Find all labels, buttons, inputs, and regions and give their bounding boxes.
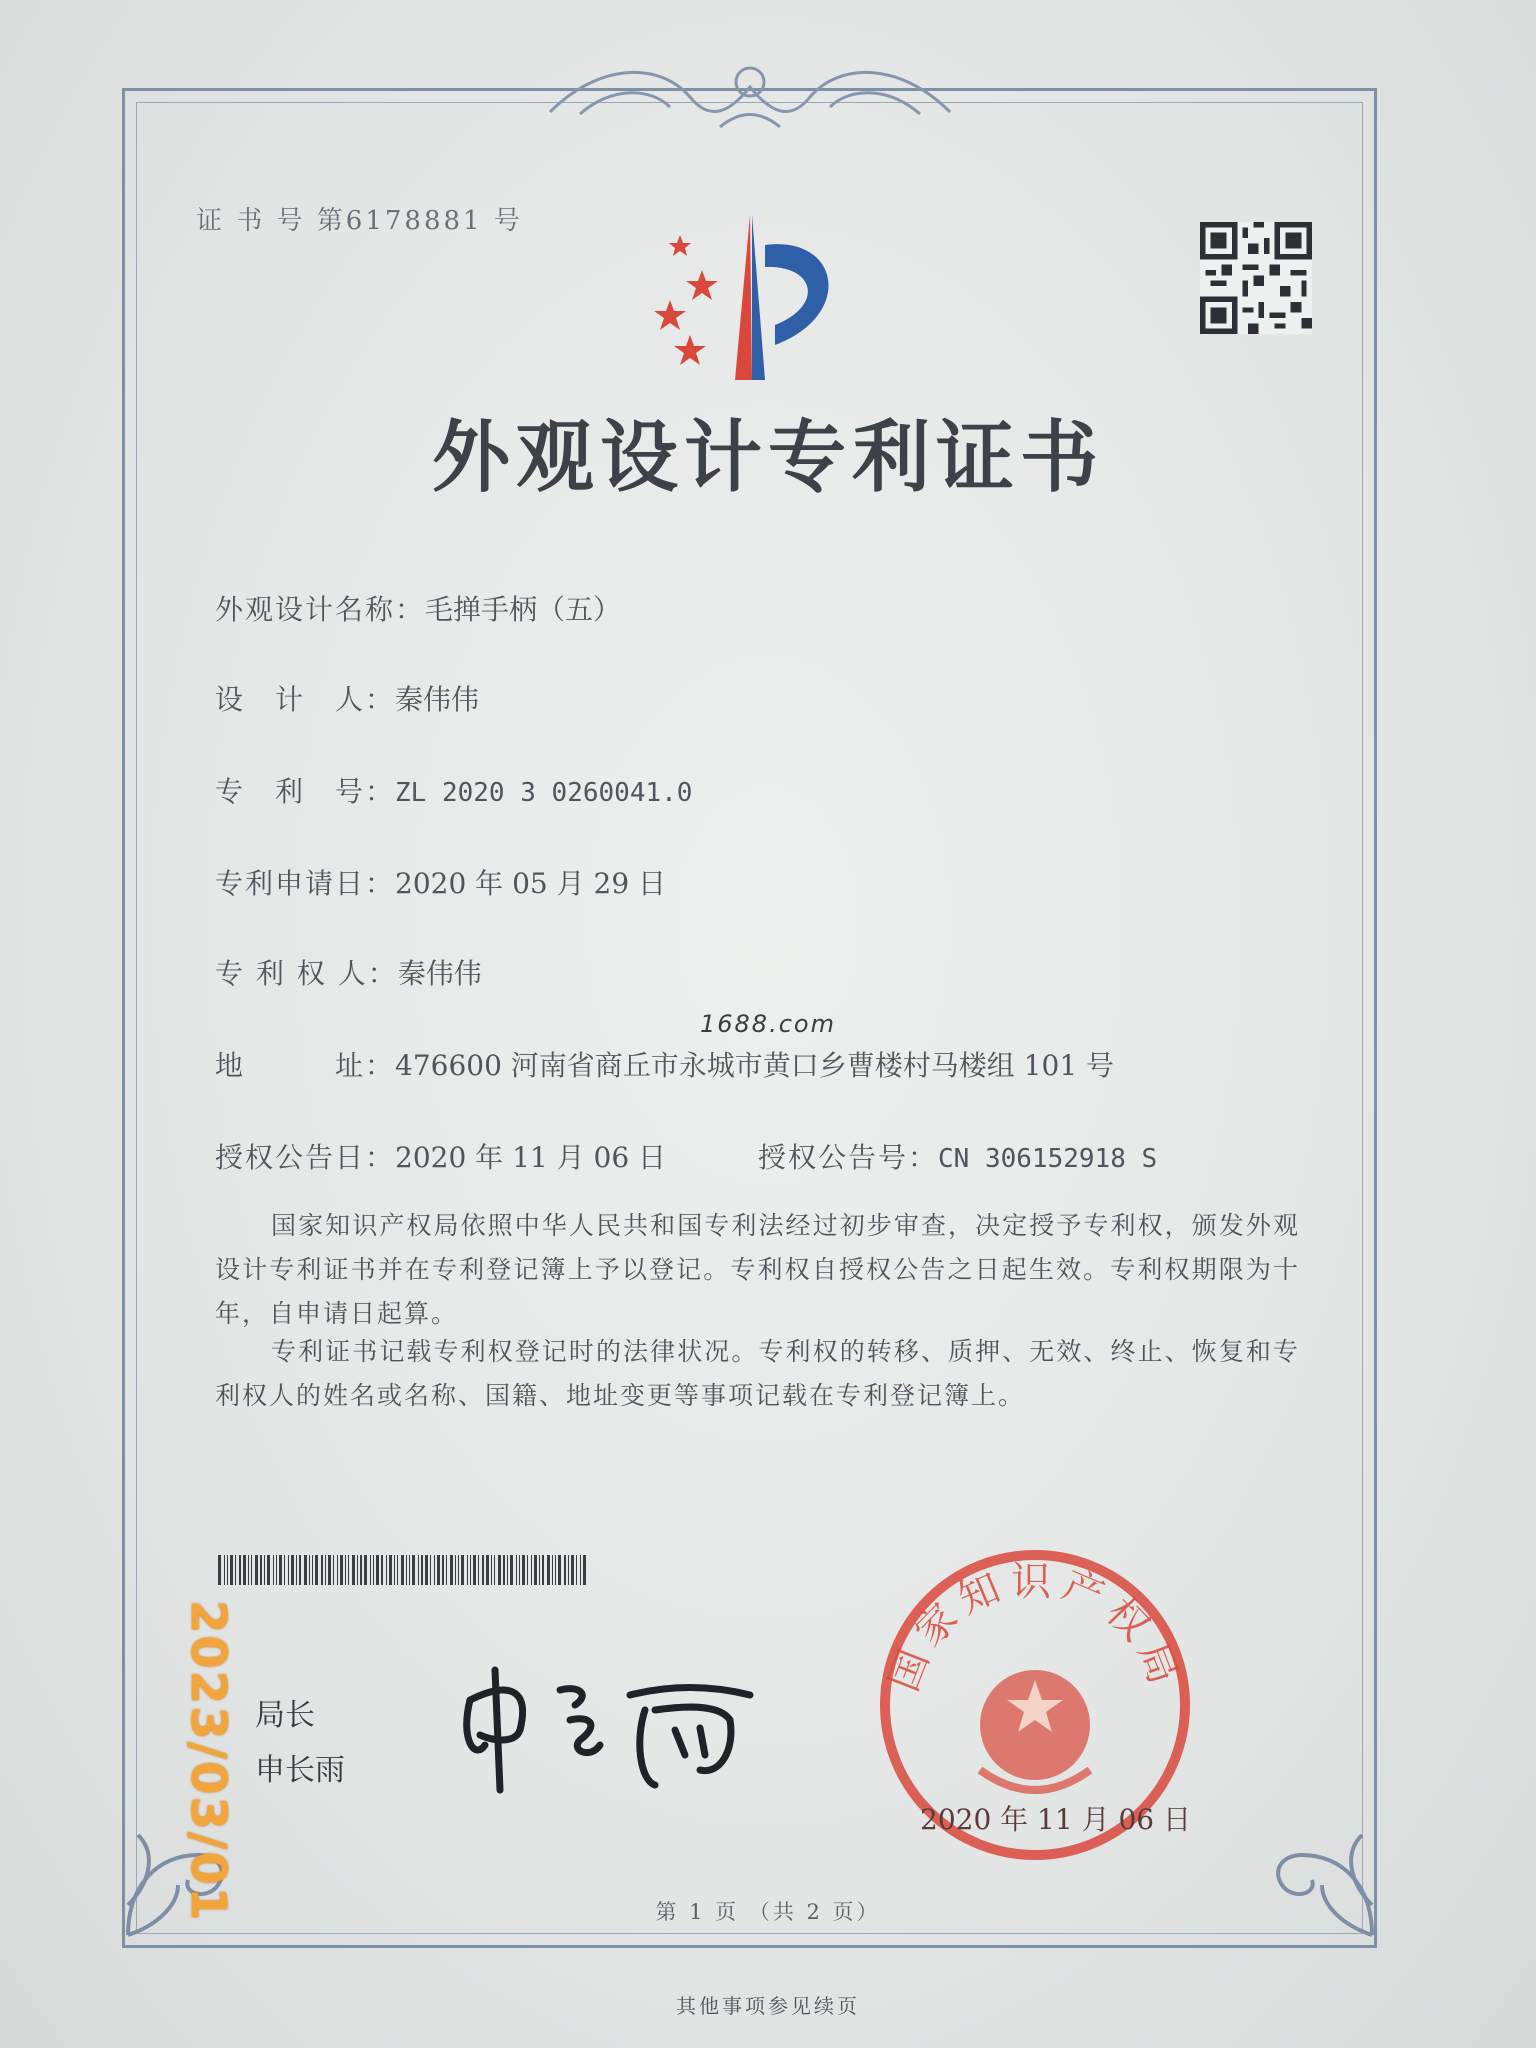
field-patent-number: 专 利 号：ZL 2020 3 0260041.0 — [215, 775, 693, 808]
director-signature — [450, 1650, 770, 1800]
watermark-text: 1688.com — [700, 1010, 836, 1038]
field-announcement-date: 授权公告日：2020 年 11 月 06 日 — [215, 1141, 667, 1174]
field-patentee: 专 利 权 人：秦伟伟 — [215, 957, 482, 990]
field-application-date: 专利申请日：2020 年 05 月 29 日 — [215, 867, 667, 900]
field-design-name: 外观设计名称：毛掸手柄（五） — [215, 593, 622, 626]
footer-note: 其他事项参见续页 — [676, 1994, 860, 2018]
director-title: 局长 — [255, 1698, 315, 1733]
paragraph-legal-status: 专利证书记载专利权登记时的法律状况。专利权的转移、质押、无效、终止、恢复和专利权人的姓名或名称、国籍、地址变更等事项记载在专利登记簿上。 — [215, 1337, 1300, 1410]
certificate-number: 证 书 号 第6178881 号 — [196, 206, 523, 236]
certificate-title: 外观设计专利证书 — [431, 412, 1104, 503]
director-name: 申长雨 — [255, 1753, 345, 1788]
page-number: 第 1 页 （共 2 页） — [655, 1900, 881, 1924]
camera-date-stamp: 2023/03/01 — [180, 1600, 236, 1923]
field-address: 地 址：476600 河南省商丘市永城市黄口乡曹楼村马楼组 101 号 — [215, 1049, 1115, 1082]
barcode-icon — [218, 1555, 588, 1585]
seal-date: 2020 年 11 月 06 日 — [920, 1803, 1192, 1836]
top-ornament — [540, 52, 960, 142]
qr-code-icon — [1200, 222, 1312, 334]
field-announcement-number: 授权公告号：CN 306152918 S — [758, 1141, 1158, 1174]
field-designer: 设 计 人：秦伟伟 — [215, 683, 480, 716]
cnipa-logo-icon — [640, 205, 870, 390]
paragraph-grant: 国家知识产权局依照中华人民共和国专利法经过初步审查，决定授予专利权，颁发外观设计专利证书并在专利登记簿上予以登记。专利权自授权公告之日起生效。专利权期限为十年，自申请日起算。 — [215, 1211, 1300, 1328]
seal-text: 国家知识产权局 — [880, 1559, 1190, 1698]
